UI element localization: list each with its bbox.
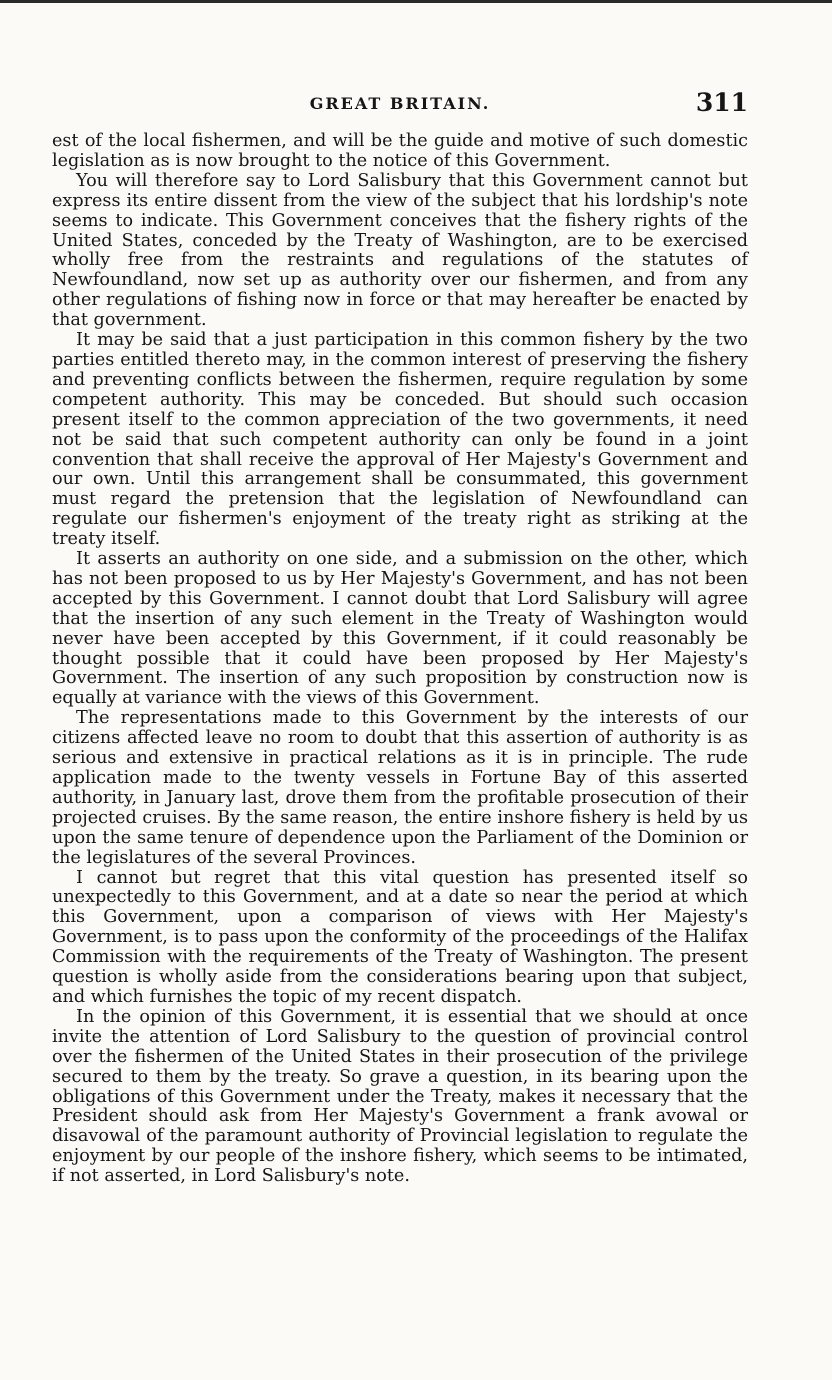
page-number: 311 <box>695 88 748 117</box>
body-text <box>52 132 748 1187</box>
paragraph: It asserts an authority on one side, and a submission on the other, which has not been proposed to us by Her Majesty's Government, and has not been accepted by this Government. I cannot doubt that Lord Salisbury will agree that the insertion of any such element in the Treaty of Washington would never have been accepted by this Government, if it could reasonably be thought possible that it could have been proposed by Her Majesty's Government. The insertion of any such proposition by construction now is equally at variance with the views of this Government. <box>52 549 748 709</box>
document-page <box>52 88 748 1187</box>
paragraph: I cannot but regret that this vital question has presented itself so unexpectedly to this Government, and at a date so near the period at which this Government, upon a comparison of views with Her Majesty's Government, is to pass upon the conformity of the proceedings of the Halifax Commission with the requirements of the Treaty of Washington. The present question is wholly aside from the considerations bearing upon that subject, and which furnishes the topic of my recent dispatch. <box>52 867 748 1007</box>
paragraph: It may be said that a just participation in this common fishery by the two parties entitled thereto may, in the common interest of preserving the fishery and preventing conflicts between the fishermen, require regulation by some competent authority. This may be conceded. But should such occasion present itself to the common appreciation of the two governments, it need not be said that such competent authority can only be found in a joint convention that shall receive the approval of Her Majesty's Government and our own. Until this arrangement shall be consummated, this government must regard the pretension that the legislation of Newfoundland can regulate our fishermen's enjoyment of the treaty right as striking at the treaty itself. <box>52 330 748 550</box>
paragraph: The representations made to this Government by the interests of our citizens affected leave no room to doubt that this assertion of authority is as serious and extensive in practical relations as it is in principle. The rude application made to the twenty vessels in Fortune Bay of this asserted authority, in January last, drove them from the profitable prosecution of their projected cruises. By the same reason, the entire inshore fishery is held by us upon the same tenure of dependence upon the Parliament of the Dominion or the legislatures of the several Provinces. <box>52 708 748 868</box>
page-header <box>52 88 748 132</box>
page-top-rule <box>0 0 832 3</box>
running-head: GREAT BRITAIN. <box>309 94 491 113</box>
paragraph: You will therefore say to Lord Salisbury that this Government cannot but express its entire dissent from the view of the subject that his lordship's note seems to indicate. This Government conceives that the fishery rights of the United States, conceded by the Treaty of Washington, are to be exercised wholly free from the restraints and regulations of the statutes of Newfoundland, now set up as authority over our fishermen, and from any other regulations of fishing now in force or that may hereafter be enacted by that government. <box>52 170 748 331</box>
paragraph-continued: est of the local fishermen, and will be the guide and motive of such domestic legislation as is now brought to the notice of this Government. <box>52 131 748 171</box>
paragraph: In the opinion of this Government, it is essential that we should at once invite the attention of Lord Salisbury to the question of provincial control over the fishermen of the United States in their prosecution of the privilege secured to them by the treaty. So grave a question, in its bearing upon the obligations of this Government under the Treaty, makes it necessary that the President should ask from Her Majesty's Government a frank avowal or disavowal of the paramount authority of Provincial legislation to regulate the enjoyment by our people of the inshore fishery, which seems to be intimated, if not asserted, in Lord Salisbury's note. <box>52 1006 748 1187</box>
